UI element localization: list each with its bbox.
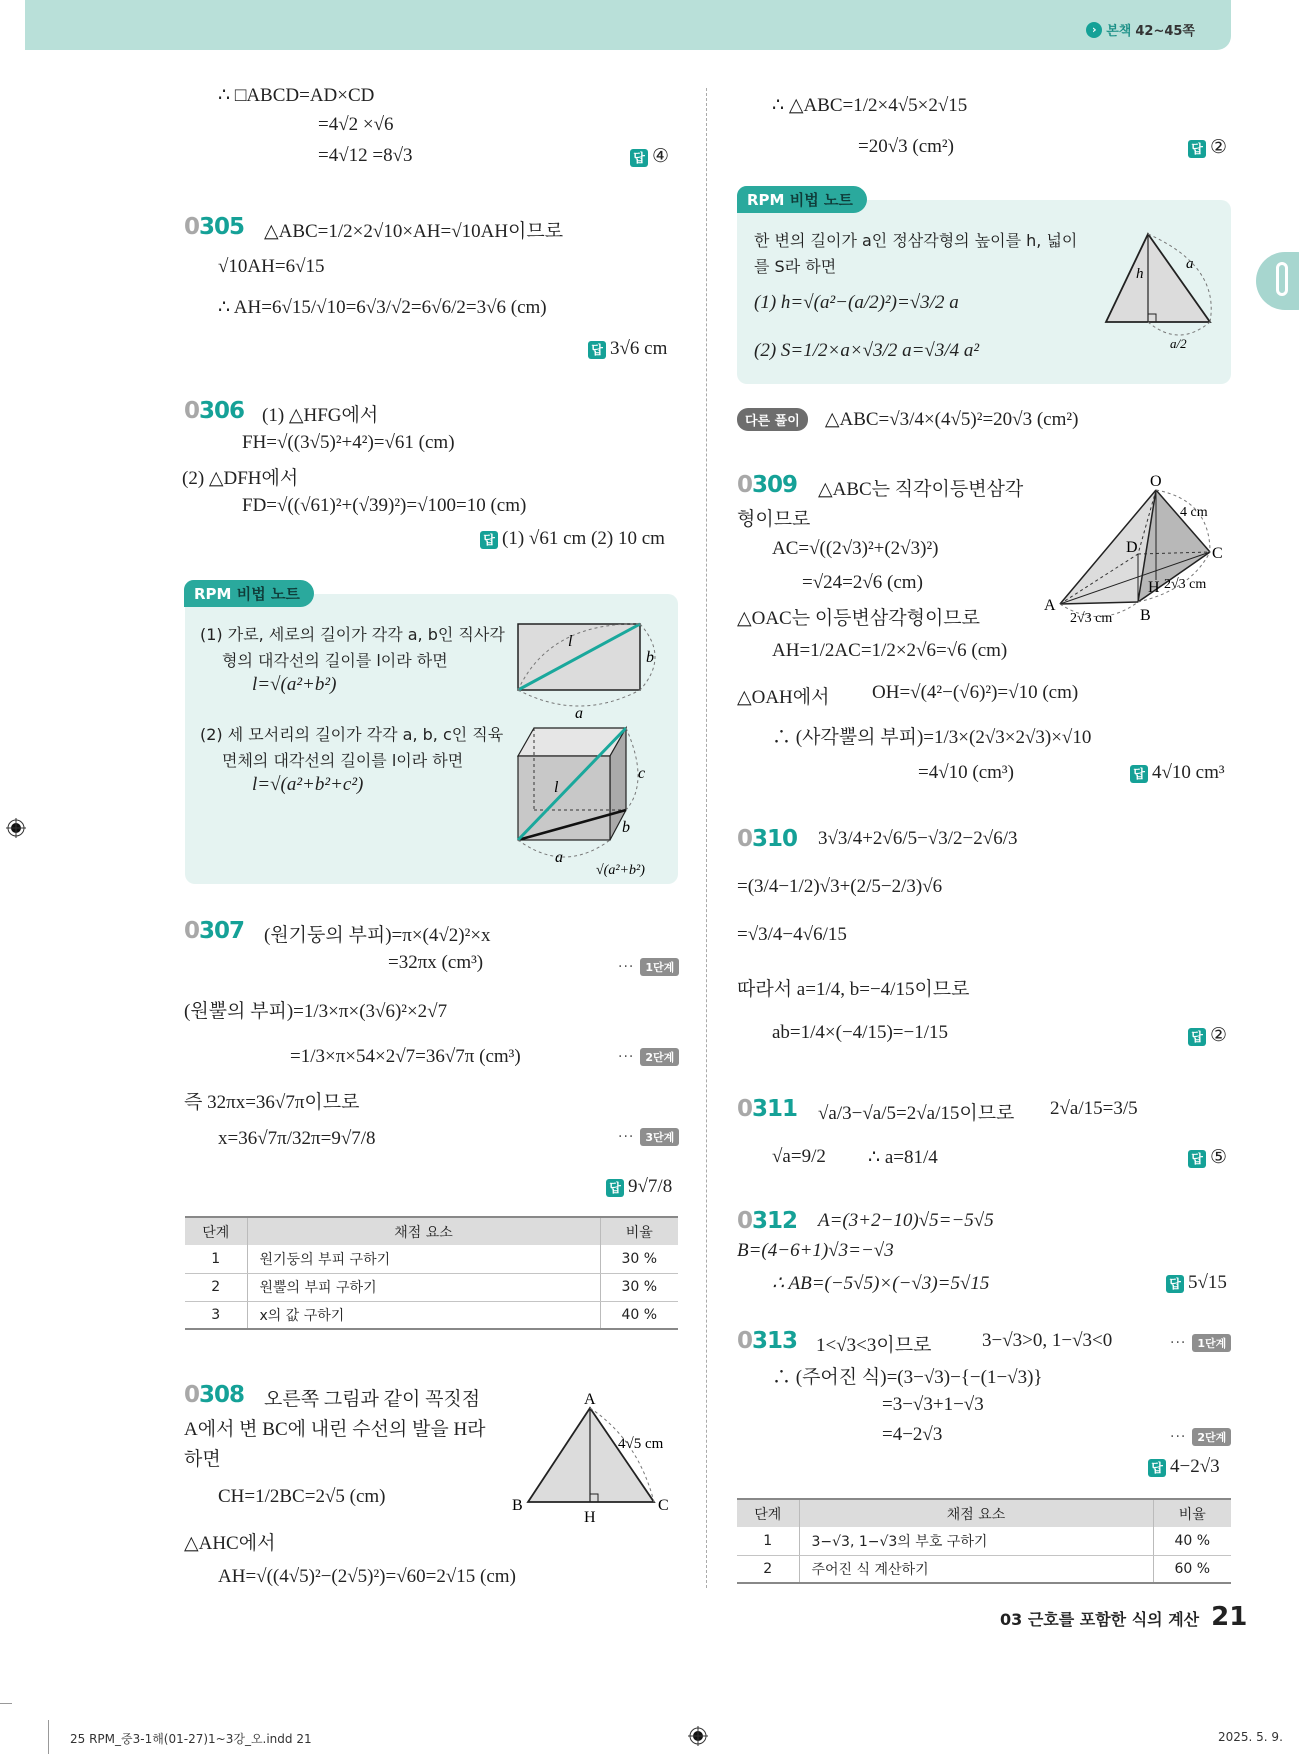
p0308-line2: A에서 변 BC에 내린 수선의 발을 H라 <box>184 1419 486 1440</box>
column-divider <box>706 88 707 1588</box>
note1-item2-line2: 면체의 대각선의 길이를 l이라 하면 <box>222 751 464 770</box>
table-row: 3 x의 값 구하기 40 % <box>185 1301 678 1329</box>
chapter-side-tab <box>1256 252 1299 310</box>
p0309-line8: ∴ (사각뿔의 부피)=1/3×(2√3×2√3)×√10 <box>772 727 1092 748</box>
problem-number-0305: 0305 <box>184 214 245 240</box>
rectangle-cuboid-figure <box>510 612 670 882</box>
fig-label-side: 4√5 cm <box>618 1436 664 1452</box>
fig1-label-l: l <box>568 633 573 650</box>
answer-0309: 답 4√10 cm³ <box>1130 762 1225 784</box>
table-row: 1 원기둥의 부피 구하기 30 % <box>185 1245 678 1273</box>
p0305-line2: √10AH=6√15 <box>218 256 325 277</box>
crop-mark <box>48 1720 49 1754</box>
fig2-label-a: a <box>555 849 563 866</box>
p0307-line3: (원뿔의 부피)=1/3×π×(3√6)²×2√7 <box>184 1001 448 1022</box>
p0311-line1b: 2√a/15=3/5 <box>1050 1098 1138 1119</box>
stage-1-0313: ··· 1단계 <box>1170 1332 1231 1352</box>
right-top-line1: ∴ △ABC=1/2×4√5×2√15 <box>772 95 968 116</box>
p0308-line1: 오른쪽 그림과 같이 꼭짓점 <box>264 1389 481 1410</box>
fig2-label-l: l <box>554 779 559 796</box>
p0310-line5: ab=1/4×(−4/15)=−1/15 <box>772 1022 949 1043</box>
scoring-table-0313 <box>737 1498 1231 1584</box>
fig-label-B: B <box>1140 607 1151 624</box>
fig-label-h: h <box>1136 266 1144 282</box>
fig-label-bc: 2√3 cm <box>1164 577 1207 592</box>
note1-item2-line1: (2) 세 모서리의 길이가 각각 a, b, c인 직육 <box>200 725 504 744</box>
fig-label-H: H <box>1148 579 1160 596</box>
fig1-label-a: a <box>575 705 583 722</box>
answer-0310: 답 ② <box>1188 1024 1227 1047</box>
ref-pages: 42~45쪽 <box>1135 24 1195 39</box>
crop-mark <box>0 1703 12 1704</box>
answer-badge: 답 <box>630 149 648 167</box>
p0305-line3: ∴ AH=6√15/√10=6√3/√2=6√6/2=3√6 (cm) <box>218 297 547 318</box>
rpm-note-2-tab: RPM 비법 노트 <box>737 186 867 213</box>
fig-label-A: A <box>1044 597 1056 614</box>
problem-number-0307: 0307 <box>184 918 245 944</box>
p0309-line9: =4√10 (cm³) <box>918 762 1014 783</box>
p0307-line4: =1/3×π×54×2√7=36√7π (cm³) <box>290 1046 521 1067</box>
left-top-line1: ∴ □ABCD=AD×CD <box>218 85 375 106</box>
fig-label-H: H <box>584 1509 596 1526</box>
fig-label-C: C <box>658 1497 669 1514</box>
p0313-line1b: 3−√3>0, 1−√3<0 <box>982 1330 1113 1351</box>
textbook-page-ref <box>1086 20 1195 39</box>
p0311-line2: √a=9/2 <box>772 1146 826 1167</box>
p0309-line4: =√24=2√6 (cm) <box>802 572 923 593</box>
answer-0311: 답 ⑤ <box>1188 1146 1227 1169</box>
fig-label-a: a <box>1186 256 1194 272</box>
equilateral-triangle-figure <box>1100 226 1220 360</box>
note1-item1-line1: (1) 가로, 세로의 길이가 각각 a, b인 직사각 <box>200 625 505 644</box>
page-footer <box>1000 1602 1247 1632</box>
note1-item1-line2: 형의 대각선의 길이를 l이라 하면 <box>222 651 448 670</box>
slug-date: 2025. 5. 9. <box>1218 1730 1283 1744</box>
p0312-line3: ∴ AB=(−5√5)×(−√3)=5√15 <box>772 1273 990 1294</box>
stage-2-0307: ··· 2단계 <box>618 1046 679 1066</box>
table-header-row: 단계 채점 요소 비율 <box>185 1217 678 1245</box>
p0310-line4: 따라서 a=1/4, b=−4/15이므로 <box>737 979 970 1000</box>
note2-line1: 한 변의 길이가 a인 정삼각형의 높이를 h, 넓이 <box>754 231 1078 250</box>
chapter-title: 03 근호를 포함한 식의 계산 <box>1000 1610 1200 1629</box>
p0309-line3: AC=√((2√3)²+(2√3)²) <box>772 538 939 559</box>
p0310-line3: =√3/4−4√6/15 <box>737 924 847 945</box>
answer-0313: 답 4−2√3 <box>1148 1456 1220 1478</box>
p0306-line2: FH=√((3√5)²+4²)=√61 (cm) <box>242 432 455 453</box>
left-top-line3: =4√12 =8√3 <box>318 145 413 166</box>
ref-label: 본책 <box>1106 24 1132 39</box>
table-header-row: 단계 채점 요소 비율 <box>737 1499 1231 1527</box>
p0312-line2: B=(4−6+1)√3=−√3 <box>737 1240 894 1261</box>
p0313-line3: =3−√3+1−√3 <box>882 1394 984 1415</box>
page-number: 21 <box>1211 1602 1248 1632</box>
stage-2-0313: ··· 2단계 <box>1170 1426 1231 1446</box>
pyramid-figure <box>1040 470 1230 630</box>
registration-mark-icon <box>688 1726 708 1746</box>
fig-label-B: B <box>512 1497 523 1514</box>
fig-label-half: a/2 <box>1170 336 1187 351</box>
answer-0306: 답 (1) √61 cm (2) 10 cm <box>480 528 665 550</box>
p0307-line2: =32πx (cm³) <box>388 952 484 973</box>
p0306-line3: (2) △DFH에서 <box>182 468 299 489</box>
note2-formula1: (1) h=√(a²−(a/2)²)=√3/2 a <box>754 292 959 313</box>
note2-formula2: (2) S=1/2×a×√3/2 a=√3/4 a² <box>754 340 980 361</box>
problem-number-0313: 0313 <box>737 1328 798 1354</box>
p0313-line4: =4−2√3 <box>882 1424 943 1445</box>
p0309-line7: OH=√(4²−(√6)²)=√10 (cm) <box>872 682 1079 703</box>
p0307-line1: (원기둥의 부피)=π×(4√2)²×x <box>264 925 491 946</box>
p0311-line1: √a/3−√a/5=2√a/15이므로 <box>818 1103 1015 1124</box>
triangle-0308-figure <box>508 1390 688 1530</box>
table-row: 2 주어진 식 계산하기 60 % <box>737 1555 1231 1583</box>
stage-1-0307: ··· 1단계 <box>618 956 679 976</box>
p0309-line2: 형이므로 <box>737 509 811 530</box>
fig2-label-c: c <box>638 765 646 782</box>
alt-solution <box>737 408 1078 431</box>
fig-label-C: C <box>1212 545 1223 562</box>
fig2-label-diag: √(a²+b²) <box>596 863 645 878</box>
answer-0305: 답 3√6 cm <box>588 338 667 360</box>
alt-solution-text: △ABC=√3/4×(4√5)²=20√3 (cm²) <box>824 409 1079 430</box>
p0306-line4: FD=√((√61)²+(√39)²)=√100=10 (cm) <box>242 495 527 516</box>
p0313-line2: ∴ (주어진 식)=(3−√3)−{−(1−√3)} <box>772 1367 1043 1388</box>
fig2-label-b: b <box>622 819 630 836</box>
note2-line2: 를 S라 하면 <box>754 257 837 276</box>
fig-label-D: D <box>1126 539 1138 556</box>
problem-number-0310: 0310 <box>737 826 798 852</box>
answer-0312: 답 5√15 <box>1166 1272 1227 1294</box>
alt-solution-badge: 다른 풀이 <box>737 408 808 431</box>
p0310-line2: =(3/4−1/2)√3+(2/5−2/3)√6 <box>737 876 943 897</box>
p0309-line1: △ABC는 직각이등변삼각 <box>818 479 1024 500</box>
answer-top-left <box>630 145 669 168</box>
registration-mark-icon <box>6 818 26 838</box>
answer-top-right: 답 ② <box>1188 136 1227 159</box>
problem-number-0311: 0311 <box>737 1096 798 1122</box>
table-row: 1 3−√3, 1−√3의 부호 구하기 40 % <box>737 1527 1231 1555</box>
fig1-label-b: b <box>646 649 654 666</box>
p0307-line6: x=36√7π/32π=9√7/8 <box>218 1128 376 1149</box>
chevron-right-circle-icon: › <box>1086 22 1102 38</box>
header-band <box>25 0 1231 50</box>
problem-number-0308: 0308 <box>184 1382 245 1408</box>
p0309-line6: AH=1/2AC=1/2×2√6=√6 (cm) <box>772 640 1008 661</box>
fig-label-A: A <box>584 1391 596 1408</box>
note1-item2-formula: l=√(a²+b²+c²) <box>252 774 364 795</box>
stage-3-0307: ··· 3단계 <box>618 1126 679 1146</box>
p0311-line2b: ∴ a=81/4 <box>868 1147 938 1168</box>
p0308-line6: AH=√((4√5)²−(2√5)²)=√60=2√15 (cm) <box>218 1566 516 1587</box>
p0308-line5: △AHC에서 <box>184 1533 276 1554</box>
problem-number-0312: 0312 <box>737 1208 798 1234</box>
slug-file: 25 RPM_중3-1해(01-27)1~3강_오.indd 21 <box>70 1732 312 1746</box>
right-top-line2: =20√3 (cm²) <box>858 136 954 157</box>
p0309-line7-label: △OAH에서 <box>737 687 830 708</box>
p0307-line5: 즉 32πx=36√7π이므로 <box>184 1092 360 1113</box>
p0308-line4: CH=1/2BC=2√5 (cm) <box>218 1486 386 1507</box>
fig-label-ab: 2√3 cm <box>1070 611 1113 626</box>
scoring-table-0307 <box>185 1216 678 1330</box>
problem-number-0309: 0309 <box>737 472 798 498</box>
p0309-line5: △OAC는 이등변삼각형이므로 <box>737 608 981 629</box>
table-row: 2 원뿔의 부피 구하기 30 % <box>185 1273 678 1301</box>
left-top-line2: =4√2 ×√6 <box>318 114 394 135</box>
p0306-line1: (1) △HFG에서 <box>262 405 379 426</box>
fig-label-O: O <box>1150 473 1162 490</box>
answer-value: ④ <box>652 146 670 167</box>
answer-0307: 답 9√7/8 <box>606 1176 672 1198</box>
p0308-line3: 하면 <box>184 1449 221 1470</box>
problem-number-0306: 0306 <box>184 398 245 424</box>
note1-item1-formula: l=√(a²+b²) <box>252 674 337 695</box>
fig-label-oc: 4 cm <box>1180 505 1208 520</box>
p0310-line1: 3√3/4+2√6/5−√3/2−2√6/3 <box>818 828 1018 849</box>
p0313-line1: 1<√3<3이므로 <box>816 1335 932 1356</box>
rpm-note-1-tab: RPM 비법 노트 <box>184 580 314 607</box>
p0305-line1: △ABC=1/2×2√10×AH=√10AH이므로 <box>264 221 564 242</box>
p0312-line1: A=(3+2−10)√5=−5√5 <box>818 1210 994 1231</box>
